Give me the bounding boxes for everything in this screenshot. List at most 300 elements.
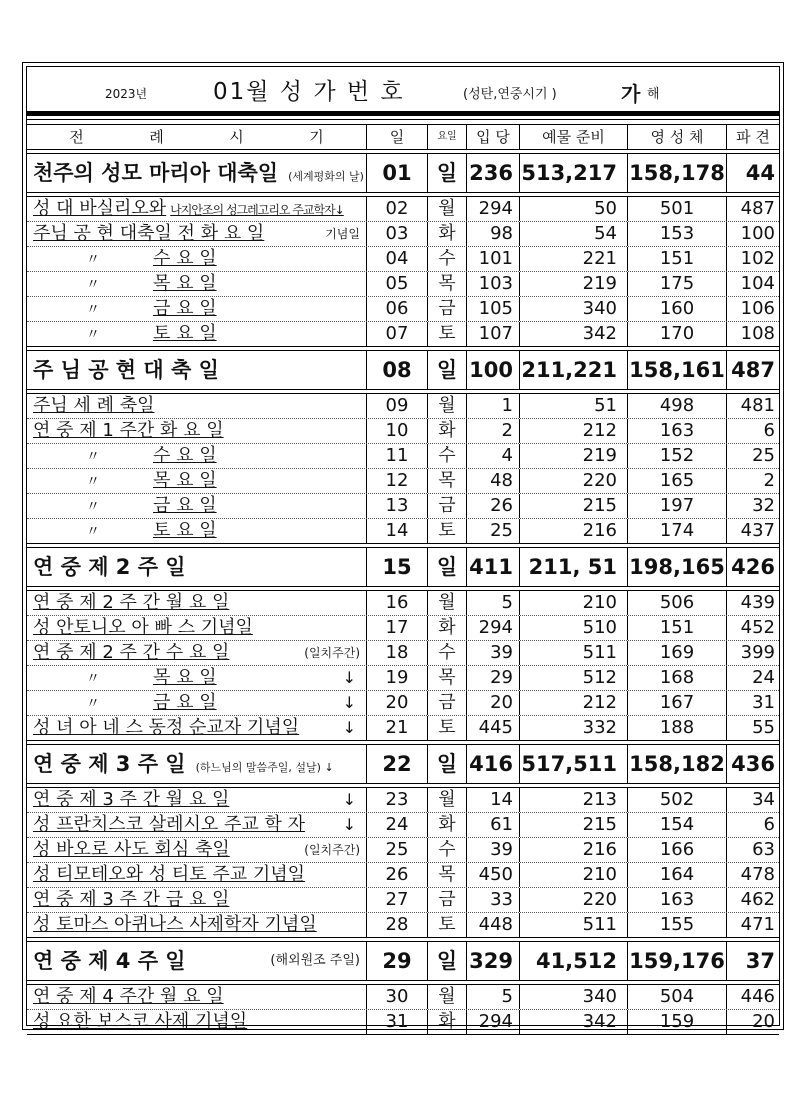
header-weekday: 요일 [428, 125, 467, 149]
liturgical-day-cell [27, 351, 367, 389]
liturgical-day-name: 주님 공 현 대축일 전 화 요 일 [33, 223, 265, 244]
table-row [27, 812, 779, 837]
weekday-cell: 화 [428, 616, 467, 640]
table-row [27, 640, 779, 665]
day-cell: 10 [367, 419, 428, 443]
communion-hymn-cell: 152 [628, 444, 727, 468]
liturgical-day-cell [27, 197, 367, 221]
offertory-hymn-cell: 513,217 [520, 154, 628, 192]
liturgical-day-cell [27, 788, 367, 812]
day-cell: 21 [367, 716, 428, 740]
liturgical-day-note: 기념일 [325, 227, 360, 241]
communion-hymn-cell: 158,182 [628, 745, 727, 783]
liturgical-day-name: 목 요 일 [153, 273, 217, 294]
ditto-mark: 〃 [86, 474, 100, 490]
entrance-hymn-cell: 33 [467, 888, 520, 912]
document-inner-frame [26, 66, 780, 1032]
liturgical-day-cell [27, 1010, 367, 1034]
liturgical-day-name: 연 중 제 2 주 간 월 요 일 [33, 592, 230, 613]
entrance-hymn-cell: 103 [467, 272, 520, 296]
offertory-hymn-cell: 211, 51 [520, 548, 628, 586]
liturgical-day-name: 성 티모테오와 성 티토 주교 기념일 [33, 864, 306, 885]
entrance-hymn-cell: 294 [467, 1010, 520, 1034]
entrance-hymn-cell: 61 [467, 813, 520, 837]
weekday-cell: 화 [428, 222, 467, 246]
sunday-row [27, 351, 779, 389]
liturgical-day-cell [27, 222, 367, 246]
entrance-hymn-cell: 2 [467, 419, 520, 443]
table-row [27, 321, 779, 346]
day-cell: 03 [367, 222, 428, 246]
communion-hymn-cell: 168 [628, 666, 727, 690]
weekday-cell: 월 [428, 788, 467, 812]
communion-hymn-cell: 160 [628, 297, 727, 321]
sunday-row [27, 154, 779, 192]
liturgical-day-name: 연 중 제 1 주간 화 요 일 [33, 420, 224, 441]
communion-hymn-cell: 198,165 [628, 548, 727, 586]
entrance-hymn-cell: 39 [467, 641, 520, 665]
liturgical-cycle: 가 [621, 82, 641, 106]
dismissal-hymn-cell: 55 [752, 717, 775, 738]
table-header-row [27, 125, 779, 149]
table-block [27, 547, 779, 587]
entrance-hymn-cell: 25 [467, 519, 520, 543]
liturgical-day-name: 수 요 일 [153, 248, 217, 269]
offertory-hymn-cell: 51 [520, 394, 628, 418]
liturgical-day-cell [27, 942, 367, 980]
offertory-hymn-cell: 220 [520, 469, 628, 493]
offertory-hymn-cell: 221 [520, 247, 628, 271]
liturgical-day-name: 성 프란치스코 살레시오 주교 학 자 [33, 814, 306, 835]
liturgical-day-cell [27, 745, 367, 783]
dismissal-hymn-cell: 452 [740, 617, 775, 638]
header-dismissal: 파 견 [736, 128, 770, 146]
liturgical-day-name: 목 요 일 [153, 667, 217, 688]
table-block [27, 984, 779, 1035]
communion-hymn-cell: 504 [628, 985, 727, 1009]
communion-hymn-cell: 165 [628, 469, 727, 493]
table-row [27, 1009, 779, 1034]
entrance-hymn-cell: 294 [467, 197, 520, 221]
table-block [27, 590, 779, 741]
communion-hymn-cell: 158,178 [628, 154, 727, 192]
weekday-cell: 금 [428, 494, 467, 518]
offertory-hymn-cell: 220 [520, 888, 628, 912]
communion-hymn-cell: 155 [628, 913, 727, 937]
dismissal-hymn-cell: 63 [752, 839, 775, 860]
offertory-hymn-cell: 219 [520, 444, 628, 468]
weekday-cell: 금 [428, 297, 467, 321]
communion-hymn-cell: 166 [628, 838, 727, 862]
liturgical-day-subtitle: 나지안조의 성그레고리오 주교학자↓ [170, 203, 344, 217]
dismissal-hymn-cell: 437 [740, 520, 775, 541]
weekday-cell: 금 [428, 888, 467, 912]
liturgical-day-cell [27, 813, 367, 837]
table-block [27, 350, 779, 390]
table-row [27, 394, 779, 418]
table-row [27, 197, 779, 221]
communion-hymn-cell: 197 [628, 494, 727, 518]
weekday-cell: 일 [428, 548, 467, 586]
liturgical-day-name: 성 바오로 사도 회심 축일 [33, 839, 230, 860]
table-row [27, 518, 779, 543]
liturgical-day-cell [27, 691, 367, 715]
day-cell: 26 [367, 863, 428, 887]
entrance-hymn-cell: 294 [467, 616, 520, 640]
offertory-hymn-cell: 212 [520, 691, 628, 715]
day-cell: 08 [367, 351, 428, 389]
table-row [27, 665, 779, 690]
day-cell: 04 [367, 247, 428, 271]
liturgical-day-cell [27, 322, 367, 346]
entrance-hymn-cell: 450 [467, 863, 520, 887]
liturgical-day-name: 주님 세 례 축일 [33, 395, 155, 416]
dismissal-hymn-cell: 487 [731, 358, 775, 382]
ditto-mark: 〃 [86, 499, 100, 515]
offertory-hymn-cell: 340 [520, 297, 628, 321]
table-row [27, 468, 779, 493]
communion-hymn-cell: 167 [628, 691, 727, 715]
entrance-hymn-cell: 329 [467, 942, 520, 980]
title-band [27, 67, 779, 107]
dismissal-hymn-cell: 24 [752, 667, 775, 688]
offertory-hymn-cell: 213 [520, 788, 628, 812]
liturgical-day-cell [27, 469, 367, 493]
table-row [27, 862, 779, 887]
day-cell: 07 [367, 322, 428, 346]
offertory-hymn-cell: 511 [520, 641, 628, 665]
day-cell: 19 [367, 666, 428, 690]
entrance-hymn-cell: 5 [467, 985, 520, 1009]
entrance-hymn-cell: 107 [467, 322, 520, 346]
table-row [27, 493, 779, 518]
dismissal-hymn-cell: 478 [740, 864, 775, 885]
weekday-cell: 월 [428, 985, 467, 1009]
liturgical-day-name: 성 녀 아 네 스 동정 순교자 기념일 [33, 717, 300, 738]
day-cell: 17 [367, 616, 428, 640]
table-row [27, 985, 779, 1009]
entrance-hymn-cell: 48 [467, 469, 520, 493]
liturgical-day-cell [27, 519, 367, 543]
weekday-cell: 일 [428, 942, 467, 980]
offertory-hymn-cell: 342 [520, 322, 628, 346]
liturgical-day-cell [27, 419, 367, 443]
entrance-hymn-cell: 26 [467, 494, 520, 518]
dismissal-hymn-cell: 25 [752, 445, 775, 466]
dismissal-hymn-cell: 108 [740, 323, 775, 344]
header-offertory: 예물 준비 [520, 125, 628, 149]
liturgical-day-cell [27, 591, 367, 615]
liturgical-day-name: 천주의 성모 마리아 대축일 [33, 161, 279, 185]
dismissal-hymn-cell: 6 [763, 420, 775, 441]
header-char: 전 [69, 128, 84, 146]
communion-hymn-cell: 158,161 [628, 351, 727, 389]
ditto-mark: 〃 [86, 524, 100, 540]
communion-hymn-cell: 159,176 [628, 942, 727, 980]
liturgical-day-name: 금 요 일 [153, 298, 217, 319]
weekday-cell: 수 [428, 247, 467, 271]
liturgical-day-cell [27, 716, 367, 740]
liturgical-day-cell [27, 247, 367, 271]
offertory-hymn-cell: 50 [520, 197, 628, 221]
entrance-hymn-cell: 14 [467, 788, 520, 812]
dismissal-hymn-cell: 471 [740, 914, 775, 935]
down-arrow-icon: ↓ [342, 668, 356, 687]
liturgical-day-name: 연 중 제 2 주 일 [33, 555, 186, 579]
entrance-hymn-cell: 20 [467, 691, 520, 715]
header-char: 기 [309, 128, 324, 146]
dismissal-hymn-cell: 31 [752, 692, 775, 713]
entrance-hymn-cell: 39 [467, 838, 520, 862]
communion-hymn-cell: 153 [628, 222, 727, 246]
liturgical-day-name: 연 중 제 4 주간 월 요 일 [33, 986, 224, 1007]
dismissal-hymn-cell: 487 [740, 198, 775, 219]
entrance-hymn-cell: 411 [467, 548, 520, 586]
ditto-mark: 〃 [86, 671, 100, 687]
liturgical-day-name: 주 님 공 현 대 축 일 [33, 358, 219, 382]
weekday-cell: 월 [428, 197, 467, 221]
ditto-mark: 〃 [86, 449, 100, 465]
liturgical-day-cell [27, 913, 367, 937]
communion-hymn-cell: 151 [628, 247, 727, 271]
dismissal-hymn-cell: 436 [731, 752, 775, 776]
liturgical-day-cell [27, 985, 367, 1009]
header-day: 일 [367, 125, 428, 149]
table-block [27, 941, 779, 981]
dismissal-hymn-cell: 44 [745, 161, 775, 185]
offertory-hymn-cell: 215 [520, 813, 628, 837]
entrance-hymn-cell: 1 [467, 394, 520, 418]
ditto-mark: 〃 [86, 277, 100, 293]
day-cell: 11 [367, 444, 428, 468]
offertory-hymn-cell: 210 [520, 863, 628, 887]
title-thin-rule [27, 119, 779, 120]
table-block [27, 787, 779, 938]
day-cell: 12 [367, 469, 428, 493]
dismissal-hymn-cell: 446 [740, 986, 775, 1007]
communion-hymn-cell: 175 [628, 272, 727, 296]
entrance-hymn-cell: 101 [467, 247, 520, 271]
liturgical-day-cell [27, 394, 367, 418]
down-arrow-icon: ↓ [342, 790, 356, 809]
offertory-hymn-cell: 216 [520, 838, 628, 862]
offertory-hymn-cell: 512 [520, 666, 628, 690]
dismissal-hymn-cell: 481 [740, 395, 775, 416]
liturgical-day-name: 금 요 일 [153, 495, 217, 516]
day-cell: 28 [367, 913, 428, 937]
liturgical-day-name: 성 안토니오 아 빠 스 기념일 [33, 617, 253, 638]
communion-hymn-cell: 502 [628, 788, 727, 812]
liturgical-day-name: 연 중 제 2 주 간 수 요 일 [33, 642, 230, 663]
weekday-cell: 수 [428, 444, 467, 468]
liturgical-day-name: 성 토마스 아퀴나스 사제학자 기념일 [33, 914, 317, 935]
ditto-mark: 〃 [86, 696, 100, 712]
weekday-cell: 수 [428, 838, 467, 862]
liturgical-day-cell [27, 297, 367, 321]
entrance-hymn-cell: 4 [467, 444, 520, 468]
table-block [27, 153, 779, 193]
sunday-row [27, 548, 779, 586]
hymn-number-table [27, 124, 779, 1038]
day-cell: 02 [367, 197, 428, 221]
day-cell: 31 [367, 1010, 428, 1034]
liturgical-day-note: (하느님의 말씀주일, 설날) ↓ [195, 761, 334, 774]
cycle-suffix: 해 [647, 87, 660, 102]
liturgical-day-name: 토 요 일 [153, 323, 217, 344]
weekday-cell: 화 [428, 419, 467, 443]
weekday-cell: 목 [428, 863, 467, 887]
day-cell: 27 [367, 888, 428, 912]
liturgical-day-cell [27, 666, 367, 690]
liturgical-day-cell [27, 548, 367, 586]
offertory-hymn-cell: 342 [520, 1010, 628, 1034]
liturgical-day-cell [27, 888, 367, 912]
liturgical-day-note: (세계평화의 날) [288, 170, 364, 183]
weekday-cell: 금 [428, 691, 467, 715]
table-row [27, 690, 779, 715]
liturgical-day-name: 연 중 제 3 주 간 월 요 일 [33, 789, 230, 810]
liturgical-day-cell [27, 641, 367, 665]
weekday-cell: 수 [428, 641, 467, 665]
table-row [27, 418, 779, 443]
day-cell: 13 [367, 494, 428, 518]
entrance-hymn-cell: 445 [467, 716, 520, 740]
liturgical-day-note: (일치주간) [304, 843, 360, 857]
dismissal-hymn-cell: 102 [740, 248, 775, 269]
day-cell: 09 [367, 394, 428, 418]
table-block [27, 196, 779, 347]
season-label: (성탄,연중시기 ) [463, 87, 557, 102]
entrance-hymn-cell: 416 [467, 745, 520, 783]
weekday-cell: 화 [428, 813, 467, 837]
dismissal-hymn-cell: 32 [752, 495, 775, 516]
communion-hymn-cell: 174 [628, 519, 727, 543]
liturgical-day-name: 목 요 일 [153, 470, 217, 491]
dismissal-hymn-cell: 426 [731, 555, 775, 579]
entrance-hymn-cell: 5 [467, 591, 520, 615]
document-frame [22, 62, 784, 1030]
liturgical-day-cell [27, 154, 367, 192]
communion-hymn-cell: 163 [628, 888, 727, 912]
sunday-row [27, 745, 779, 783]
offertory-hymn-cell: 54 [520, 222, 628, 246]
entrance-hymn-cell: 100 [467, 351, 520, 389]
weekday-cell: 목 [428, 272, 467, 296]
day-cell: 23 [367, 788, 428, 812]
liturgical-day-cell [27, 863, 367, 887]
dismissal-hymn-cell: 20 [752, 1011, 775, 1032]
entrance-hymn-cell: 105 [467, 297, 520, 321]
dismissal-hymn-cell: 34 [752, 789, 775, 810]
table-row [27, 887, 779, 912]
table-row [27, 296, 779, 321]
header-communion: 영 성 체 [628, 125, 727, 149]
liturgical-day-name: 금 요 일 [153, 692, 217, 713]
offertory-hymn-cell: 211,221 [520, 351, 628, 389]
offertory-hymn-cell: 216 [520, 519, 628, 543]
year-label: 2023년 [105, 87, 148, 101]
liturgical-day-note: (해외원조 주일) [270, 953, 360, 968]
table-row [27, 221, 779, 246]
offertory-hymn-cell: 212 [520, 419, 628, 443]
offertory-hymn-cell: 511 [520, 913, 628, 937]
header-char: 례 [149, 128, 164, 146]
ditto-mark: 〃 [86, 252, 100, 268]
liturgical-day-cell [27, 272, 367, 296]
ditto-mark: 〃 [86, 302, 100, 318]
day-cell: 18 [367, 641, 428, 665]
weekday-cell: 목 [428, 469, 467, 493]
communion-hymn-cell: 506 [628, 591, 727, 615]
liturgical-day-name: 성 요한 보스코 사제 기념일 [33, 1011, 248, 1032]
dismissal-hymn-cell: 399 [740, 642, 775, 663]
offertory-hymn-cell: 332 [520, 716, 628, 740]
day-cell: 30 [367, 985, 428, 1009]
dismissal-hymn-cell: 462 [740, 889, 775, 910]
table-row [27, 615, 779, 640]
offertory-hymn-cell: 340 [520, 985, 628, 1009]
ditto-mark: 〃 [86, 327, 100, 343]
dismissal-hymn-cell: 100 [740, 223, 775, 244]
dismissal-hymn-cell: 104 [740, 273, 775, 294]
liturgical-day-name: 성 대 바실리오와 [33, 198, 167, 219]
table-row [27, 271, 779, 296]
offertory-hymn-cell: 210 [520, 591, 628, 615]
entrance-hymn-cell: 236 [467, 154, 520, 192]
weekday-cell: 토 [428, 519, 467, 543]
communion-hymn-cell: 164 [628, 863, 727, 887]
down-arrow-icon: ↓ [342, 693, 356, 712]
offertory-hymn-cell: 510 [520, 616, 628, 640]
down-arrow-icon: ↓ [342, 815, 356, 834]
offertory-hymn-cell: 219 [520, 272, 628, 296]
liturgical-day-cell [27, 494, 367, 518]
day-cell: 25 [367, 838, 428, 862]
day-cell: 24 [367, 813, 428, 837]
title-thick-rule [27, 111, 779, 116]
table-row [27, 246, 779, 271]
weekday-cell: 일 [428, 745, 467, 783]
dismissal-hymn-cell: 37 [745, 949, 775, 973]
communion-hymn-cell: 159 [628, 1010, 727, 1034]
table-block [27, 393, 779, 544]
day-cell: 14 [367, 519, 428, 543]
entrance-hymn-cell: 448 [467, 913, 520, 937]
dismissal-hymn-cell: 6 [763, 814, 775, 835]
table-row [27, 715, 779, 740]
day-cell: 05 [367, 272, 428, 296]
liturgical-day-name: 수 요 일 [153, 445, 217, 466]
communion-hymn-cell: 188 [628, 716, 727, 740]
communion-hymn-cell: 498 [628, 394, 727, 418]
sunday-row [27, 942, 779, 980]
weekday-cell: 토 [428, 716, 467, 740]
header-char: 시 [229, 128, 244, 146]
day-cell: 20 [367, 691, 428, 715]
communion-hymn-cell: 501 [628, 197, 727, 221]
liturgical-day-name: 연 중 제 4 주 일 [33, 949, 186, 973]
table-row [27, 443, 779, 468]
liturgical-day-name: 연 중 제 3 주 간 금 요 일 [33, 889, 230, 910]
weekday-cell: 토 [428, 322, 467, 346]
day-cell: 22 [367, 745, 428, 783]
weekday-cell: 목 [428, 666, 467, 690]
day-cell: 16 [367, 591, 428, 615]
page-title: 01월 성 가 번 호 [213, 79, 405, 105]
table-row [27, 788, 779, 812]
header-liturgical-season [27, 125, 367, 149]
day-cell: 06 [367, 297, 428, 321]
